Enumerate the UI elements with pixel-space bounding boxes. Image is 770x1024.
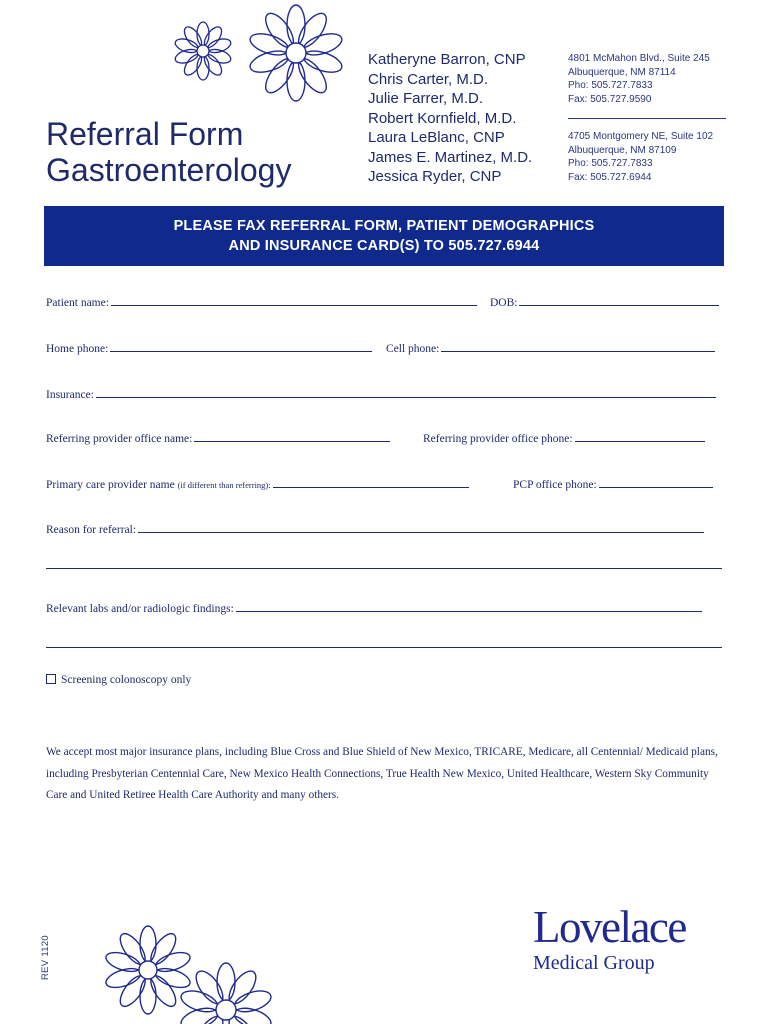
referring-office-name-label: Referring provider office name:	[46, 433, 193, 445]
provider-name: Julie Farrer, M.D.	[368, 90, 484, 107]
dob-label: DOB:	[490, 297, 518, 309]
referring-office-phone-label: Referring provider office phone:	[423, 433, 573, 445]
home-phone-label: Home phone:	[46, 343, 109, 355]
home-phone-field[interactable]	[46, 341, 372, 355]
checkbox-icon[interactable]	[46, 674, 56, 684]
referring-office-name-line[interactable]	[194, 431, 390, 442]
address-line: Albuquerque, NM 87114	[568, 66, 676, 78]
reason-line[interactable]	[138, 522, 704, 533]
address-line: Pho: 505.727.7833	[568, 80, 653, 91]
address-line: Fax: 505.727.6944	[568, 171, 652, 183]
labs-label: Relevant labs and/or radiologic findings:	[46, 603, 234, 615]
cell-phone-line[interactable]	[441, 341, 715, 352]
fax-instructions-banner	[44, 206, 724, 266]
pcp-note: (if different than referring):	[177, 480, 271, 490]
insurance-note: We accept most major insurance plans, including Blue Cross and Blue Shield of New Mexico, TRICARE, Medicare, all Centennial/ Medicaid plans, including Presbyterian Centennial Care, New Mexico Health Connections, True Health New Mexico, United Healthcare, Western Sky Community Care and United Retiree Health Care Authority and many others.	[46, 746, 718, 801]
pcp-phone-field[interactable]	[513, 477, 713, 491]
flower-icon	[170, 18, 236, 84]
pcp-phone-line[interactable]	[599, 477, 713, 488]
cell-phone-label: Cell phone:	[386, 343, 440, 355]
pcp-name-line[interactable]	[273, 477, 469, 488]
address-line: 4705 Montgomery NE, Suite 102	[568, 131, 714, 142]
form-title	[46, 116, 291, 188]
pcp-name-label: Primary care provider name	[46, 479, 175, 491]
insurance-line[interactable]	[96, 387, 716, 398]
flower-icon	[176, 960, 276, 1024]
provider-name: Laura LeBlanc, CNP	[368, 129, 505, 146]
lovelace-logo: Lovelace	[533, 902, 686, 952]
address-block-2	[568, 130, 713, 184]
provider-name: James E. Martinez, M.D.	[368, 148, 533, 166]
referring-office-phone-line[interactable]	[575, 431, 705, 442]
referring-office-name-field[interactable]	[46, 431, 390, 445]
title-line-2: Gastroenterology	[46, 152, 292, 188]
provider-name: Jessica Ryder, CNP	[368, 168, 502, 185]
banner-line-1: PLEASE FAX REFERRAL FORM, PATIENT DEMOGRAPHICS	[173, 218, 595, 234]
address-line: Pho: 505.727.7833	[568, 158, 653, 169]
address-line: 4801 McMahon Blvd., Suite 245	[568, 53, 710, 64]
address-block-1	[568, 52, 710, 106]
flower-icon	[246, 0, 346, 106]
referring-office-phone-field[interactable]	[423, 431, 705, 445]
address-line: Albuquerque, NM 87109	[568, 144, 677, 156]
banner-line-2: AND INSURANCE CARD(S) TO 505.727.6944	[228, 238, 540, 254]
provider-list	[368, 50, 532, 187]
lovelace-logo-subtitle: Medical Group	[533, 952, 655, 974]
address-divider	[568, 118, 726, 119]
revision-code: REV 1120	[40, 934, 51, 980]
provider-name: Robert Kornfield, M.D.	[368, 109, 517, 127]
address-line: Fax: 505.727.9590	[568, 93, 652, 105]
dob-field[interactable]	[490, 295, 719, 309]
dob-line[interactable]	[519, 295, 719, 306]
reason-label: Reason for referral:	[46, 524, 137, 536]
pcp-name-field[interactable]	[46, 477, 469, 491]
reason-line-2[interactable]	[46, 568, 722, 569]
screening-option[interactable]	[46, 674, 191, 686]
reason-field[interactable]	[46, 522, 704, 536]
patient-name-line[interactable]	[111, 295, 477, 306]
insurance-label: Insurance:	[46, 389, 94, 401]
provider-name: Katheryne Barron, CNP	[368, 51, 526, 68]
home-phone-line[interactable]	[110, 341, 372, 352]
patient-name-label: Patient name:	[46, 297, 109, 309]
labs-line[interactable]	[236, 601, 702, 612]
screening-label: Screening colonoscopy only	[61, 674, 192, 686]
patient-name-field[interactable]	[46, 295, 477, 309]
insurance-field[interactable]	[46, 387, 716, 401]
title-line-1: Referral Form	[46, 116, 244, 152]
provider-name: Chris Carter, M.D.	[368, 70, 489, 88]
labs-line-2[interactable]	[46, 647, 722, 648]
labs-field[interactable]	[46, 601, 702, 615]
pcp-phone-label: PCP office phone:	[513, 479, 597, 491]
cell-phone-field[interactable]	[386, 341, 715, 355]
